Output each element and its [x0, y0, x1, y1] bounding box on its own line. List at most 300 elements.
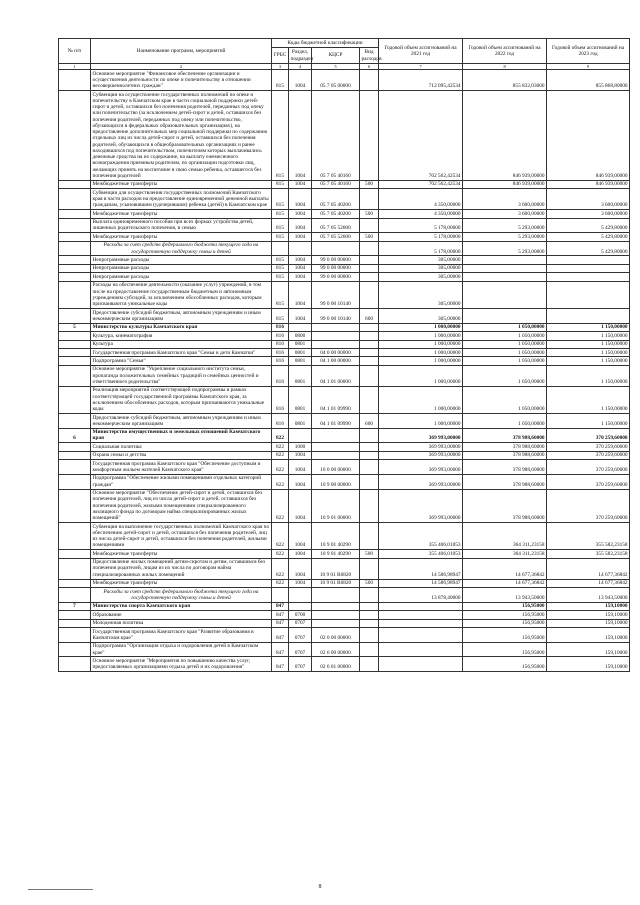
- row-ksr: [312, 323, 360, 331]
- row-number: [59, 273, 91, 281]
- row-ksr: 10 9 01 00000: [312, 489, 360, 522]
- row-value-2022: 1 050,00000: [463, 386, 547, 413]
- table-row: [59, 523, 630, 550]
- row-name: Межбюджетные трансферты: [91, 579, 272, 587]
- row-ksr: 05 7 05 40200: [312, 189, 360, 210]
- row-name: Межбюджетные трансферты: [91, 550, 272, 558]
- row-section: 0800: [289, 332, 312, 340]
- row-ksr: 02 6 00 00000: [312, 642, 360, 657]
- row-name: Подпрограмма "Организация отдыха и оздоровления детей в Камчатском крае": [91, 642, 272, 657]
- row-section: 0801: [289, 413, 312, 428]
- table-body: [59, 70, 630, 672]
- row-ksr: 05 7 05 52600: [312, 218, 360, 233]
- header-2022: Годовой объем ассигнований на 2022 год: [463, 39, 547, 64]
- row-value-2022: [463, 273, 547, 281]
- row-value-2022: 1 050,00000: [463, 365, 547, 386]
- row-section: 0801: [289, 357, 312, 365]
- row-section: 1004: [289, 256, 312, 264]
- row-value-2022: 13 943,50000: [463, 588, 547, 603]
- row-vr: [360, 340, 379, 348]
- column-index-cell: 2: [91, 64, 272, 70]
- row-number: [59, 308, 91, 323]
- row-value-2023: 1 150,00000: [547, 413, 630, 428]
- row-vr: [360, 189, 379, 210]
- table-row: [59, 642, 630, 657]
- row-section: 1004: [289, 579, 312, 587]
- row-name: Подпрограмма "Семья": [91, 357, 272, 365]
- row-ksr: 05 7 05 00000: [312, 70, 360, 91]
- row-grbs: 822: [272, 523, 289, 550]
- row-vr: [360, 657, 379, 672]
- row-value-2021: 369 993,00000: [379, 428, 463, 443]
- row-number: [59, 210, 91, 218]
- row-ksr: [312, 340, 360, 348]
- row-ksr: 05 7 05 40160: [312, 91, 360, 181]
- row-value-2023: 1 150,00000: [547, 323, 630, 331]
- row-value-2022: 3 600,00000: [463, 210, 547, 218]
- row-vr: [360, 241, 379, 256]
- row-grbs: 815: [272, 308, 289, 323]
- row-number: [59, 218, 91, 233]
- header-section: Раздел, подраздел: [290, 49, 314, 62]
- row-ksr: 10 9 01 40290: [312, 523, 360, 550]
- row-value-2023: 5 429,80000: [547, 233, 630, 241]
- row-ksr: [312, 611, 360, 619]
- row-number: [59, 611, 91, 619]
- row-value-2022: 1 050,00000: [463, 323, 547, 331]
- table-row: [59, 273, 630, 281]
- row-value-2023: 1 150,00000: [547, 365, 630, 386]
- row-value-2022: [463, 281, 547, 308]
- row-number: 5: [59, 323, 91, 331]
- table-row: [59, 413, 630, 428]
- table-row: [59, 619, 630, 627]
- table-row: [59, 443, 630, 451]
- header-classification: Коды бюджетной классификации: [272, 39, 379, 48]
- row-section: 0707: [289, 619, 312, 627]
- row-value-2022: [463, 264, 547, 272]
- row-value-2021: 1 000,00000: [379, 365, 463, 386]
- row-value-2021: 369 993,00000: [379, 443, 463, 451]
- row-number: [59, 657, 91, 672]
- table-row: [59, 460, 630, 475]
- row-value-2022: 5 293,00000: [463, 241, 547, 256]
- table-row: [59, 91, 630, 181]
- row-section: 1004: [289, 308, 312, 323]
- row-grbs: [272, 241, 289, 256]
- row-value-2022: 156,95000: [463, 657, 547, 672]
- row-value-2023: 1 150,00000: [547, 357, 630, 365]
- table-row: [59, 256, 630, 264]
- row-grbs: 847: [272, 628, 289, 643]
- row-name: Образование: [91, 611, 272, 619]
- row-name: Молодежная политика: [91, 619, 272, 627]
- row-name: Реализация мероприятий соответствующей подпрограммы в рамках соответствующей государственной программы Камчатского края, за исключением обособленных расходов, которым присваиваются уникальные коды: [91, 386, 272, 413]
- row-number: [59, 70, 91, 91]
- row-section: 1004: [289, 460, 312, 475]
- row-value-2021: 369 993,00000: [379, 460, 463, 475]
- row-grbs: 822: [272, 443, 289, 451]
- header-ksr: КЦСР: [312, 48, 360, 64]
- row-value-2022: 378 988,60000: [463, 474, 547, 489]
- row-ksr: 05 7 05 40200: [312, 210, 360, 218]
- row-name: Межбюджетные трансферты: [91, 210, 272, 218]
- column-index-cell: 8: [463, 64, 547, 70]
- row-vr: [360, 281, 379, 308]
- row-number: [59, 357, 91, 365]
- row-value-2023: 159,10000: [547, 619, 630, 627]
- row-value-2021: 305,00000: [379, 256, 463, 264]
- row-name: Охрана семьи и детства: [91, 451, 272, 459]
- row-section: 1004: [289, 451, 312, 459]
- row-value-2023: 355 582,23158: [547, 550, 630, 558]
- row-value-2022: 378 988,60000: [463, 443, 547, 451]
- row-value-2021: 5 178,00000: [379, 218, 463, 233]
- column-index-cell: 3: [272, 64, 289, 70]
- row-vr: [360, 264, 379, 272]
- row-value-2023: 1 150,00000: [547, 348, 630, 356]
- row-grbs: 815: [272, 70, 289, 91]
- row-section: 1004: [289, 210, 312, 218]
- header-vr: Вид расходов: [361, 49, 382, 62]
- table-row: [59, 308, 630, 323]
- row-ksr: 04 1 01 09990: [312, 413, 360, 428]
- table-row: [59, 579, 630, 587]
- row-ksr: 10 0 00 00000: [312, 460, 360, 475]
- row-name: Выплата единовременного пособия при всех формах устройства детей, лишенных родительского попечения, в семью: [91, 218, 272, 233]
- row-name: Субвенции на осуществление государственных полномочий по опеке и попечительству в Камчатском крае в части социальной поддержки детей-сирот и детей, оставшихся без попечения родителей, переданных под опеку или попечительство (за исключением детей-сирот и детей, оставшихся без попечения родителей, переданных под опеку или попечительство, обучающихся в федеральных образовательных организациях), на предоставление дополнительных мер социальной поддержки по содержанию отдельных лиц из числа детей-сирот и детей, оставшихся без попечения родителей, обучающихся в общеобразовательных организациях и ранее находившихся под попечительством, попечителям которых выплачивались денежные средства на их содержание, на выплату ежемесячного вознаграждения приемным родителям, по организации подготовки лиц, желающих принять на воспитание в свою семью ребенка, оставшегося без попечения родителей: [91, 91, 272, 181]
- row-value-2023: 3 600,00000: [547, 189, 630, 210]
- row-value-2023: [547, 264, 630, 272]
- row-number: [59, 91, 91, 181]
- row-vr: [360, 642, 379, 657]
- row-ksr: [312, 443, 360, 451]
- row-vr: [360, 489, 379, 522]
- row-section: [289, 602, 312, 610]
- row-name: Расходы за счет средств федерального бюджета текущего года на государственную поддержку семьи и детей: [91, 241, 272, 256]
- row-vr: 500: [360, 233, 379, 241]
- header-2023: Годовой объем ассигнований на 2023 год: [547, 39, 630, 64]
- row-value-2022: 156,95000: [463, 619, 547, 627]
- row-section: 1004: [289, 273, 312, 281]
- row-grbs: 822: [272, 579, 289, 587]
- row-value-2021: 1 000,00000: [379, 340, 463, 348]
- row-vr: [360, 332, 379, 340]
- table-row: [59, 588, 630, 603]
- row-vr: [360, 323, 379, 331]
- row-section: 0707: [289, 657, 312, 672]
- row-vr: [360, 256, 379, 264]
- row-name: Основное мероприятие "Мероприятия по повышению качества услуг, предоставляемых организациями отдыха детей и их оздоровления": [91, 657, 272, 672]
- row-value-2022: 846 939,00000: [463, 91, 547, 181]
- row-ksr: [312, 332, 360, 340]
- row-value-2023: 846 939,00000: [547, 180, 630, 188]
- row-name: Расходы за счет средств федерального бюджета текущего года на государственную поддержку семьи и детей: [91, 588, 272, 603]
- row-vr: [360, 273, 379, 281]
- row-value-2021: 4 350,00000: [379, 210, 463, 218]
- row-vr: [360, 628, 379, 643]
- row-ksr: 04 1 01 00000: [312, 365, 360, 386]
- row-section: 0801: [289, 348, 312, 356]
- table-row: [59, 365, 630, 386]
- header-2021: Годовой объем ассигнований на 2021 год: [379, 39, 463, 64]
- row-name: Социальная политика: [91, 443, 272, 451]
- row-grbs: 822: [272, 451, 289, 459]
- row-name: Министерство культуры Камчатского края: [91, 323, 272, 331]
- row-number: [59, 628, 91, 643]
- row-value-2022: [463, 308, 547, 323]
- row-grbs: 822: [272, 428, 289, 443]
- row-ksr: 99 0 00 10140: [312, 308, 360, 323]
- column-index-cell: 7: [379, 64, 463, 70]
- row-value-2023: 14 677,36842: [547, 558, 630, 579]
- row-name: Непрограммные расходы: [91, 256, 272, 264]
- row-section: 1004: [289, 70, 312, 91]
- row-value-2023: 5 429,80000: [547, 218, 630, 233]
- row-value-2021: 1 000,00000: [379, 332, 463, 340]
- row-value-2021: 1 000,00000: [379, 323, 463, 331]
- row-value-2021: 4 350,00000: [379, 189, 463, 210]
- row-number: [59, 489, 91, 522]
- row-grbs: 816: [272, 413, 289, 428]
- row-value-2023: 5 429,80000: [547, 241, 630, 256]
- row-value-2021: 369 993,00000: [379, 474, 463, 489]
- row-section: [289, 323, 312, 331]
- row-grbs: 815: [272, 264, 289, 272]
- row-number: [59, 332, 91, 340]
- row-ksr: 04 1 01 09990: [312, 386, 360, 413]
- row-value-2022: 156,95000: [463, 602, 547, 610]
- row-section: 1004: [289, 281, 312, 308]
- row-number: [59, 386, 91, 413]
- header-grbs: ГРБС: [272, 48, 289, 64]
- row-value-2023: 13 943,50000: [547, 588, 630, 603]
- row-value-2022: 855 832,03000: [463, 70, 547, 91]
- row-number: [59, 550, 91, 558]
- row-value-2023: 159,10000: [547, 628, 630, 643]
- row-value-2021: 5 178,00000: [379, 233, 463, 241]
- row-value-2021: 712 095,42534: [379, 70, 463, 91]
- row-grbs: 815: [272, 256, 289, 264]
- row-name: Министерство имущественных и земельных отношений Камчатского края: [91, 428, 272, 443]
- row-number: [59, 588, 91, 603]
- row-value-2021: 702 562,42534: [379, 91, 463, 181]
- row-vr: 500: [360, 210, 379, 218]
- row-ksr: 99 0 00 00000: [312, 264, 360, 272]
- row-value-2021: 702 562,42534: [379, 180, 463, 188]
- row-section: 1004: [289, 474, 312, 489]
- table-row: [59, 428, 630, 443]
- row-vr: [360, 348, 379, 356]
- row-section: [289, 428, 312, 443]
- row-vr: 600: [360, 413, 379, 428]
- row-ksr: 10 9 01 R0820: [312, 579, 360, 587]
- row-ksr: [312, 619, 360, 627]
- row-value-2021: 1 000,00000: [379, 357, 463, 365]
- row-name: Культура: [91, 340, 272, 348]
- row-ksr: 05 7 05 52600: [312, 233, 360, 241]
- row-grbs: 822: [272, 558, 289, 579]
- column-index-cell: 9: [547, 64, 630, 70]
- row-number: 7: [59, 602, 91, 610]
- row-number: [59, 365, 91, 386]
- table-row: [59, 602, 630, 610]
- row-section: 0801: [289, 365, 312, 386]
- row-section: 1000: [289, 443, 312, 451]
- row-section: 1004: [289, 218, 312, 233]
- row-value-2023: 855 868,80000: [547, 70, 630, 91]
- table-row: [59, 189, 630, 210]
- row-number: [59, 233, 91, 241]
- row-value-2023: 159,10000: [547, 602, 630, 610]
- row-name: Государственная программа Камчатского края "Семья и дети Камчатки": [91, 348, 272, 356]
- row-value-2022: 1 050,00000: [463, 357, 547, 365]
- row-value-2021: 1 000,00000: [379, 386, 463, 413]
- table-row: [59, 70, 630, 91]
- row-ksr: [312, 428, 360, 443]
- row-section: [289, 241, 312, 256]
- row-section: 1004: [289, 550, 312, 558]
- row-value-2022: 378 988,60000: [463, 451, 547, 459]
- row-value-2022: 156,95000: [463, 611, 547, 619]
- row-vr: [360, 611, 379, 619]
- table-row: [59, 558, 630, 579]
- row-value-2023: 14 677,36842: [547, 579, 630, 587]
- row-name: Культура, кинематография: [91, 332, 272, 340]
- row-section: 1004: [289, 558, 312, 579]
- row-vr: [360, 460, 379, 475]
- row-value-2022: 5 293,00000: [463, 233, 547, 241]
- row-ksr: 99 0 00 10140: [312, 281, 360, 308]
- row-vr: [360, 70, 379, 91]
- row-vr: 600: [360, 308, 379, 323]
- table-row: [59, 332, 630, 340]
- row-number: [59, 256, 91, 264]
- row-section: 1004: [289, 233, 312, 241]
- row-section: 1004: [289, 189, 312, 210]
- row-name: Предоставление субсидий бюджетным, автономным учреждениям и иным некоммерческим организациям: [91, 308, 272, 323]
- page-number: 8: [318, 884, 322, 890]
- row-grbs: 847: [272, 642, 289, 657]
- row-grbs: 822: [272, 550, 289, 558]
- table-row: [59, 323, 630, 331]
- row-value-2022: 156,95000: [463, 642, 547, 657]
- column-index-cell: 4: [289, 64, 312, 70]
- row-value-2022: 378 988,60000: [463, 428, 547, 443]
- table-row: [59, 489, 630, 522]
- row-value-2022: 1 050,00000: [463, 413, 547, 428]
- row-value-2021: 355 406,01053: [379, 523, 463, 550]
- row-vr: 500: [360, 579, 379, 587]
- table-row: [59, 451, 630, 459]
- header-name: Наименование программ, мероприятий: [91, 39, 272, 64]
- row-section: 0801: [289, 386, 312, 413]
- table-header: [59, 39, 630, 70]
- row-ksr: 99 0 00 00000: [312, 273, 360, 281]
- table-row: [59, 340, 630, 348]
- table-row: [59, 657, 630, 672]
- row-grbs: 816: [272, 386, 289, 413]
- row-value-2021: [379, 619, 463, 627]
- table-row: [59, 611, 630, 619]
- row-name: Предоставление жилых помещений детям-сиротам и детям, оставшимся без попечения родителей, лицам из их числа по договорам найма специализированных жилых помещений: [91, 558, 272, 579]
- table-row: [59, 550, 630, 558]
- row-section: 0700: [289, 611, 312, 619]
- row-section: 1004: [289, 489, 312, 522]
- row-ksr: 10 9 01 40290: [312, 550, 360, 558]
- row-name: Предоставление субсидий бюджетным, автономным учреждениям и иным некоммерческим организациям: [91, 413, 272, 428]
- row-number: [59, 180, 91, 188]
- row-value-2023: 159,10000: [547, 657, 630, 672]
- row-vr: [360, 443, 379, 451]
- row-name: Основное мероприятие "Укрепление социального института семьи, пропаганда положительных семейных традиций и семейных ценностей и ответственного родительства": [91, 365, 272, 386]
- table-row: [59, 218, 630, 233]
- row-number: [59, 451, 91, 459]
- row-grbs: 816: [272, 348, 289, 356]
- row-grbs: [272, 588, 289, 603]
- row-value-2023: 1 150,00000: [547, 340, 630, 348]
- row-value-2022: 364 311,23158: [463, 550, 547, 558]
- row-number: [59, 264, 91, 272]
- row-ksr: 02 0 00 00000: [312, 628, 360, 643]
- row-value-2023: 1 150,00000: [547, 386, 630, 413]
- row-ksr: 10 9 01 R0820: [312, 558, 360, 579]
- row-value-2023: [547, 308, 630, 323]
- table-row: [59, 628, 630, 643]
- row-grbs: 847: [272, 619, 289, 627]
- table-row: [59, 348, 630, 356]
- row-vr: 500: [360, 550, 379, 558]
- row-value-2022: 1 050,00000: [463, 348, 547, 356]
- row-grbs: 815: [272, 273, 289, 281]
- table-row: [59, 281, 630, 308]
- table-row: [59, 233, 630, 241]
- row-vr: [360, 558, 379, 579]
- row-value-2023: 355 582,23158: [547, 523, 630, 550]
- column-index-cell: 6: [360, 64, 379, 70]
- row-grbs: 816: [272, 323, 289, 331]
- row-value-2023: 370 259,60000: [547, 489, 630, 522]
- row-value-2022: 1 050,00000: [463, 332, 547, 340]
- row-value-2021: 305,00000: [379, 281, 463, 308]
- table-row: [59, 264, 630, 272]
- row-value-2022: 378 988,60000: [463, 489, 547, 522]
- row-value-2021: [379, 602, 463, 610]
- row-vr: [360, 602, 379, 610]
- row-value-2021: 14 586,98947: [379, 579, 463, 587]
- table-row: [59, 357, 630, 365]
- column-index-cell: 1: [59, 64, 91, 70]
- table-row: [59, 241, 630, 256]
- row-value-2023: [547, 281, 630, 308]
- row-number: [59, 348, 91, 356]
- row-value-2021: 13 878,40000: [379, 588, 463, 603]
- row-number: 6: [59, 428, 91, 443]
- row-grbs: 815: [272, 218, 289, 233]
- row-name: Непрограммные расходы: [91, 264, 272, 272]
- row-value-2023: 3 600,00000: [547, 210, 630, 218]
- row-number: [59, 579, 91, 587]
- row-ksr: 02 6 01 00000: [312, 657, 360, 672]
- row-value-2021: 369 993,00000: [379, 451, 463, 459]
- row-number: [59, 241, 91, 256]
- row-value-2022: 378 988,60000: [463, 460, 547, 475]
- row-name: Подпрограмма "Обеспечение жилыми помещениями отдельных категорий граждан": [91, 474, 272, 489]
- row-ksr: 05 7 05 40160: [312, 180, 360, 188]
- row-vr: [360, 357, 379, 365]
- row-number: [59, 281, 91, 308]
- row-value-2023: 370 259,60000: [547, 443, 630, 451]
